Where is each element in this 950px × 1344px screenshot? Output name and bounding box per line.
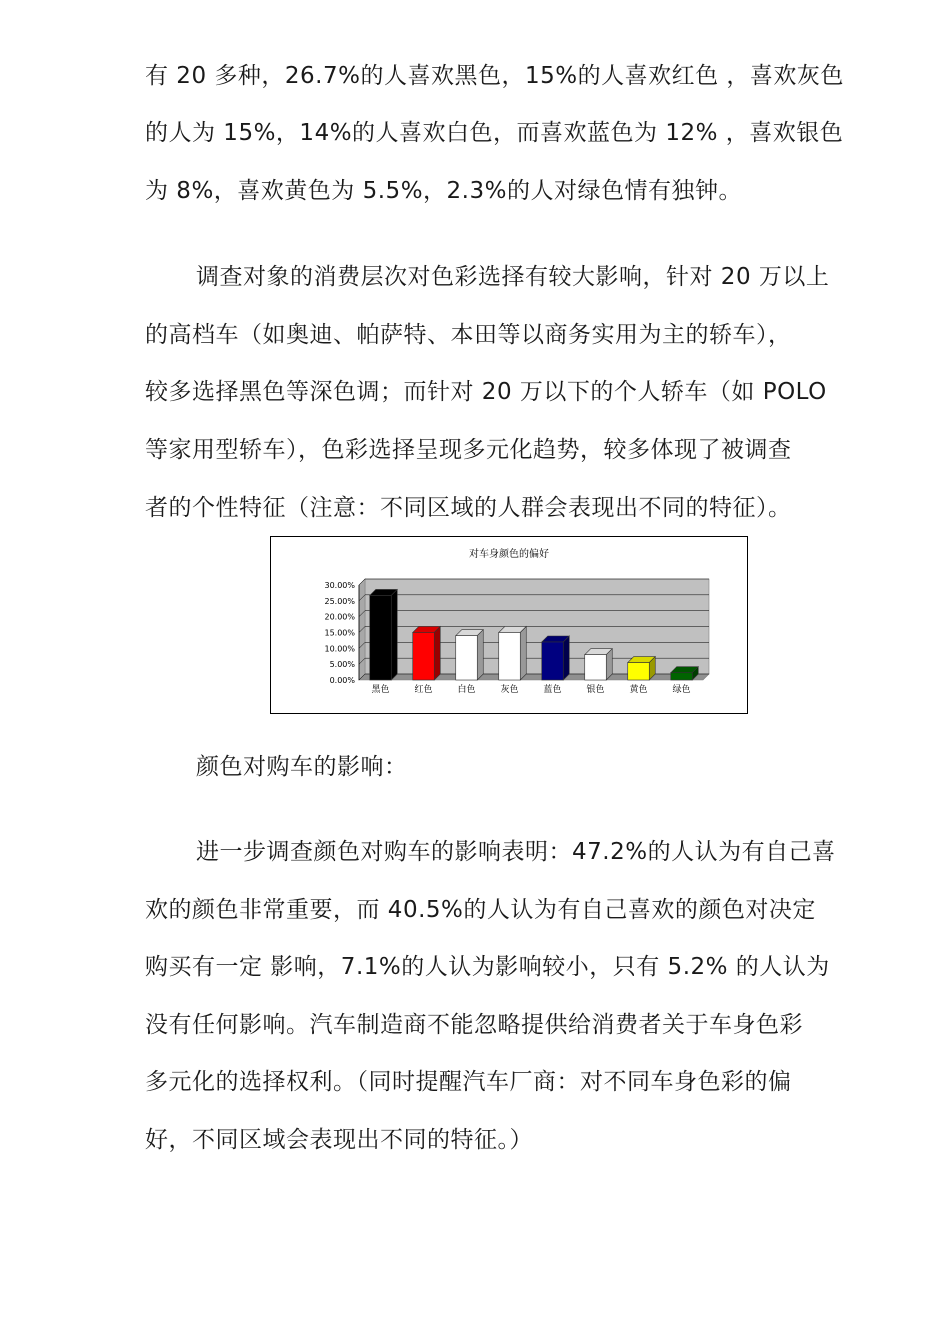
x-tick-label: 绿色 bbox=[672, 685, 691, 695]
bar bbox=[585, 655, 607, 680]
paragraph-line: 好，不同区域会表现出不同的特征。） bbox=[145, 1127, 533, 1153]
x-tick-label: 灰色 bbox=[500, 685, 519, 695]
y-tick-label: 20.00% bbox=[324, 612, 355, 622]
bar-side bbox=[434, 627, 440, 681]
x-tick-label: 黑色 bbox=[371, 685, 390, 695]
section-heading: 颜色对购车的影响： bbox=[196, 754, 408, 780]
paragraph-line: 没有任何影响。汽车制造商不能忽略提供给消费者关于车身色彩 bbox=[145, 1012, 803, 1038]
paragraph-line: 进一步调查颜色对购车的影响表明：47.2%的人认为有自己喜 bbox=[196, 839, 836, 865]
bar bbox=[628, 663, 650, 680]
y-tick-label: 15.00% bbox=[324, 628, 355, 638]
x-tick-label: 黄色 bbox=[629, 685, 648, 695]
bar bbox=[499, 633, 521, 681]
y-tick-label: 30.00% bbox=[324, 581, 355, 590]
x-tick-label: 银色 bbox=[586, 685, 605, 695]
bar bbox=[671, 673, 693, 680]
color-preference-chart bbox=[270, 536, 748, 714]
y-tick-label: 5.00% bbox=[329, 660, 355, 670]
paragraph-line: 为 8%，喜欢黄色为 5.5%，2.3%的人对绿色情有独钟。 bbox=[145, 178, 742, 204]
paragraph-line: 者的个性特征（注意：不同区域的人群会表现出不同的特征）。 bbox=[145, 495, 792, 521]
plot-floor bbox=[359, 674, 709, 680]
paragraph-line: 的人为 15%，14%的人喜欢白色，而喜欢蓝色为 12% ，喜欢银色 bbox=[145, 120, 844, 146]
bar-side bbox=[391, 589, 397, 680]
paragraph-line: 等家用型轿车），色彩选择呈现多元化趋势，较多体现了被调查 bbox=[145, 437, 792, 463]
paragraph-line: 多元化的选择权利。（同时提醒汽车厂商：对不同车身色彩的偏 bbox=[145, 1069, 792, 1095]
chart-svg bbox=[271, 537, 747, 713]
bar-side bbox=[606, 649, 612, 680]
bar bbox=[370, 595, 392, 680]
y-tick-label: 25.00% bbox=[324, 596, 355, 606]
paragraph-line: 的高档车（如奥迪、帕萨特、本田等以商务实用为主的轿车）， bbox=[145, 322, 792, 348]
bar bbox=[413, 633, 435, 681]
paragraph-line: 欢的颜色非常重要，而 40.5%的人认为有自己喜欢的颜色对决定 bbox=[145, 897, 816, 923]
x-tick-label: 白色 bbox=[457, 685, 476, 695]
paragraph-line: 购买有一定 影响，7.1%的人认为影响较小，只有 5.2% 的人认为 bbox=[145, 954, 830, 980]
bar-side bbox=[563, 636, 569, 680]
x-tick-label: 红色 bbox=[414, 685, 433, 695]
paragraph-line: 较多选择黑色等深色调；而针对 20 万以下的个人轿车（如 POLO bbox=[145, 379, 827, 405]
bar-side bbox=[520, 627, 526, 681]
bar-side bbox=[477, 630, 483, 680]
bar bbox=[456, 636, 478, 680]
bar bbox=[542, 642, 564, 680]
paragraph-line: 调查对象的消费层次对色彩选择有较大影响，针对 20 万以上 bbox=[196, 264, 830, 290]
x-tick-label: 蓝色 bbox=[543, 685, 562, 695]
y-tick-label: 10.00% bbox=[324, 644, 355, 654]
chart-title: 对车身颜色的偏好 bbox=[469, 549, 549, 560]
paragraph-line: 有 20 多种，26.7%的人喜欢黑色，15%的人喜欢红色 ，喜欢灰色 bbox=[145, 63, 844, 89]
y-tick-label: 0.00% bbox=[329, 676, 355, 685]
